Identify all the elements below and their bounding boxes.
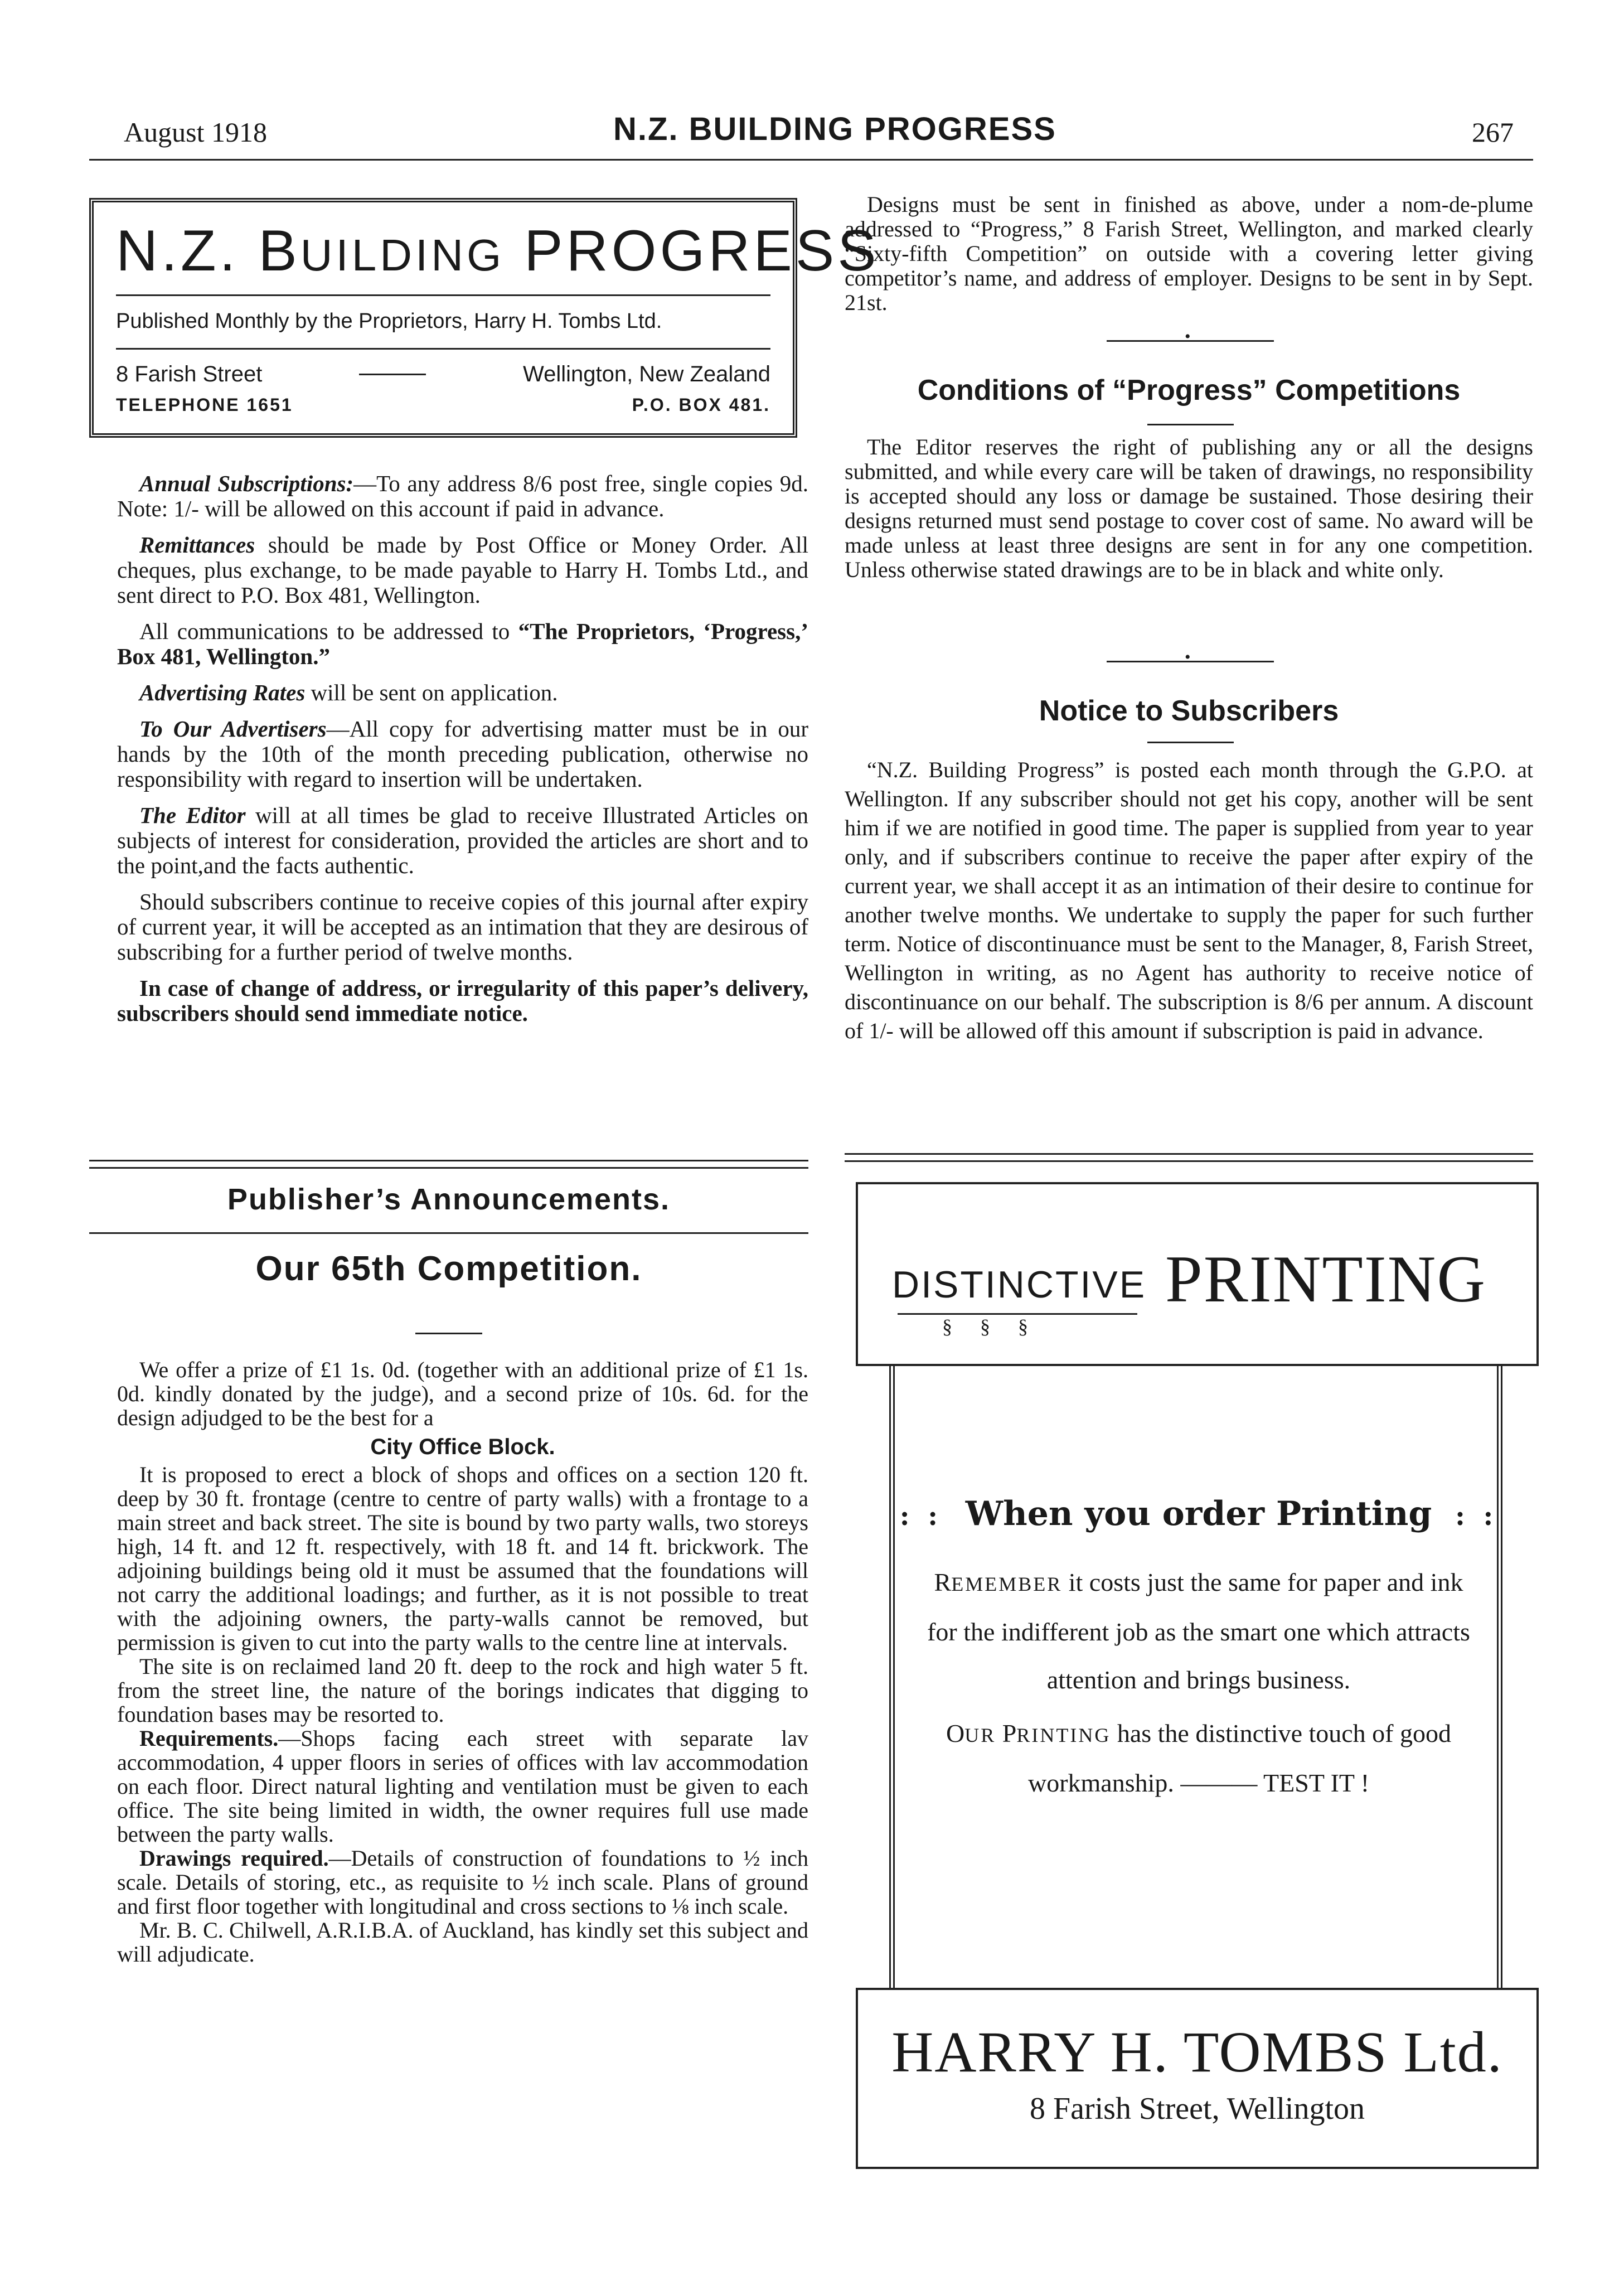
advert-our-printing: OUR PRINTING has the distinctive touch of good workmanship. ——— TEST IT ! xyxy=(946,1719,1451,1797)
masthead-contact-row: TELEPHONE 1651 P.O. BOX 481. xyxy=(116,395,770,415)
ornament-rule xyxy=(1107,661,1274,662)
designs-instructions: Designs must be sent in finished as above, under a nom-de-plume addressed to “Progress,” 8 Farish Street, Wellington, and marked clearly “Sixty-fifth Competition” on outside with a covering letter giving competitor’s name, and address of employer. Designs to be sent in by Sept. 21st. xyxy=(845,192,1533,315)
competition-body xyxy=(117,1358,808,1966)
title-rule xyxy=(415,1333,482,1334)
heading-rule xyxy=(1147,424,1234,425)
notice-heading: Notice to Subscribers xyxy=(1039,695,1339,727)
remittances: Remittances should be made by Post Office or Money Order. All cheques, plus exchange, to be made payable to Harry H. Tombs Ltd., and sent direct to P.O. Box 481, Wellington. xyxy=(117,532,808,608)
masthead-name: N.Z. BUILDING PROGRESS xyxy=(116,219,880,283)
advert-printing: PRINTING xyxy=(1165,1242,1486,1316)
ornament-icon: §§§ xyxy=(942,1315,1056,1338)
renewal-note: Should subscribers continue to receive copies of this journal after expiry of current year, it will be accepted as an intimation that they are desirous of subscribing for a further period of twelve months. xyxy=(117,889,808,965)
change-of-address: In case of change of address, or irregularity of this paper’s delivery, subscribers should send immediate notice. xyxy=(117,975,808,1026)
competition-title: Our 65th Competition. xyxy=(255,1250,642,1288)
advert-remember: REMEMBER it costs just the same for paper and ink for the indifferent job as the smart one which attracts attention and brings business. xyxy=(927,1568,1470,1694)
publishers-announcements-heading: Publisher’s Announcements. xyxy=(227,1183,671,1216)
competition-site: It is proposed to erect a block of shops and offices on a section 120 ft. deep by 30 ft. frontage (centre to centre of party walls) with a frontage to a main street and back street. The site is bound by two party walls, two storeys high, 14 ft. and 12 ft. respectively, with 18 ft. and 14 ft. brickwork. The adjoining buildings being old it must be assumed that the foundations will not carry the additional loadings; and further, as it is not possible to treat with the adjoining owners, the party-walls cannot be removed, but permission is given to cut into the party walls to the centre line at intervals. xyxy=(117,1462,808,1655)
competition-subject: City Office Block. xyxy=(370,1435,555,1459)
ornament-rule xyxy=(1107,340,1274,342)
heading-rule xyxy=(89,1232,808,1234)
advert-copy xyxy=(925,1558,1472,1807)
masthead-publisher: Published Monthly by the Proprietors, Harry H. Tombs Ltd. xyxy=(116,309,662,333)
masthead-address-row: 8 Farish Street Wellington, New Zealand xyxy=(116,362,770,386)
editor-note: The Editor will at all times be glad to receive Illustrated Articles on subjects of interest for consideration, provided the articles are short and to the point,and the facts authentic. xyxy=(117,802,809,878)
notice-text: “N.Z. Building Progress” is posted each month through the G.P.O. at Wellington. If any subscriber should not get his copy, another will be sent him if we are notified in good time. The paper is supplied from year to year only, and if subscribers continue to receive the paper after expiry of the current year, we shall accept it as an intimation of their desire to continue for another twelve months. We undertake to supply the paper for such further term. Notice of discontinuance must be sent to the Manager, 8, Farish Street, Wellington in writing, as no Agent has authority to receive notice of discontinuance on our behalf. The subscription is 8/6 per annum. A discount of 1/- will be allowed off this amount if subscription is paid in advance. xyxy=(845,757,1533,1043)
heading-rule xyxy=(1147,742,1234,743)
advert-headline: : : When you order Printing : : xyxy=(899,1494,1498,1533)
page-number: 267 xyxy=(1472,117,1514,148)
advert-company-name: HARRY H. TOMBS Ltd. xyxy=(891,2020,1503,2084)
competition-drawings: Drawings required.—Details of construction of foundations to ½ inch scale. Details of storing, etc., as requisite to ½ inch scale. Plans of ground and first floor together with longitudinal and cross sections to ⅛ inch scale. xyxy=(117,1846,808,1919)
header-rule xyxy=(89,159,1533,161)
to-our-advertisers: To Our Advertisers—All copy for advertising matter must be in our hands by the 10th of the month preceding publication, otherwise no responsibility with regard to insertion will be undertaken. xyxy=(117,716,809,792)
annual-subscriptions: Annual Subscriptions:—To any address 8/6 post free, single copies 9d. Note: 1/- will be allowed on this account if paid in advance. xyxy=(117,471,808,521)
competition-requirements: Requirements.—Shops facing each street with separate lav accommodation, 4 upper floors in series of offices with lav accommodation on each floor. Direct natural lighting and ventilation must be given to each office. The site being limited in width, the owner requires full use made between the party walls. xyxy=(117,1726,808,1847)
conditions-heading: Conditions of “Progress” Competitions xyxy=(917,374,1461,406)
section-divider xyxy=(89,1160,808,1169)
advertising-rates: Advertising Rates will be sent on application. xyxy=(139,680,558,705)
advert-company-box xyxy=(856,1988,1539,2169)
advert-company-address: 8 Farish Street, Wellington xyxy=(1029,2091,1365,2126)
competition-judge: Mr. B. C. Chilwell, A.R.I.B.A. of Auckland, has kindly set this subject and will adjudicate. xyxy=(117,1918,808,1967)
subscription-info xyxy=(117,471,808,1037)
section-divider xyxy=(845,1153,1533,1162)
competition-intro: We offer a prize of £1 1s. 0d. (together with an additional prize of £1 1s. 0d. kindly donated by the judge), and a second prize of 10s. 6d. for the design adjudged to be the best for a xyxy=(117,1357,808,1430)
masthead-box xyxy=(89,198,880,438)
header-title: N.Z. BUILDING PROGRESS xyxy=(613,111,1056,147)
competition-ground: The site is on reclaimed land 20 ft. deep to the rock and high water 5 ft. from the street line, the nature of the borings indicates that digging to foundation bases may be resorted to. xyxy=(117,1654,808,1727)
advert-distinctive: DISTINCTIVE xyxy=(892,1263,1147,1306)
conditions-text: The Editor reserves the right of publishing any or all the designs submitted, and while every care will be taken of drawings, no responsibility is accepted should any loss or damage be sustained. Those desiring their designs returned must send postage to cover cost of same. No award will be made unless at least three designs are sent in for any one competition. Unless otherwise stated drawings are to be in black and white only. xyxy=(845,434,1533,582)
communications: All communications to be addressed to “The Proprietors, ‘Progress,’ Box 481, Wellington.” xyxy=(117,618,808,669)
header-date: August 1918 xyxy=(124,117,267,148)
